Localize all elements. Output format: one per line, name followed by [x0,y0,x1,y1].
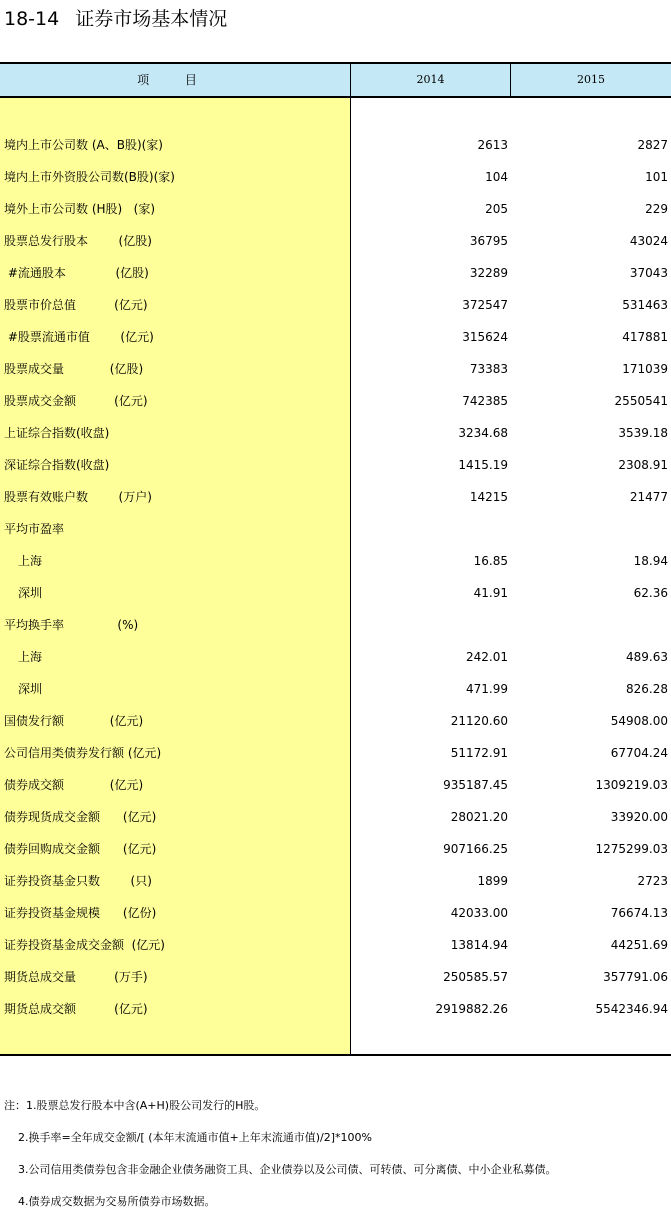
value-2015: 62.36 [633,586,668,600]
value-2015: 2827 [637,138,668,152]
value-2014: 51172.91 [450,746,508,760]
page-title [4,6,227,32]
value-2015: 43024 [629,234,668,248]
header-year-2015: 2015 [577,73,605,86]
row-label: 债券回购成交金额 (亿元) [4,842,157,856]
row-label: 股票有效账户数 (万户) [4,490,152,504]
value-2014: 13814.94 [450,938,508,952]
value-2014: 2919882.26 [435,1002,508,1016]
table-row [0,226,671,258]
value-2014: 73383 [469,362,508,376]
value-2015: 33920.00 [610,810,668,824]
row-label: 股票成交金额 (亿元) [4,394,148,408]
row-label: 股票成交量 (亿股) [4,362,144,376]
table-row [0,866,671,898]
note-line: 注：1.股票总发行股本中含(A+H)股公司发行的H股。 [4,1099,266,1112]
bottom-rule [0,1054,671,1056]
table-row [0,482,671,514]
row-label: #股票流通市值 (亿元) [4,330,154,344]
table-row [0,290,671,322]
table-row [0,514,671,546]
row-label: 境内上市公司数 (A、B股)(家) [4,138,163,152]
row-label: 国债发行额 (亿元) [4,714,144,728]
table-row [0,450,671,482]
value-2014: 1415.19 [458,458,508,472]
value-2015: 229 [645,202,668,216]
row-label: 期货总成交额 (亿元) [4,1002,148,1016]
table-row [0,386,671,418]
value-2014: 372547 [462,298,508,312]
row-label: 公司信用类债券发行额 (亿元) [4,746,162,760]
header-item: 项 目 [137,73,213,87]
value-2014: 36795 [469,234,508,248]
row-label: 境内上市外资股公司数(B股)(家) [4,170,175,184]
value-2014: 242.01 [466,650,508,664]
value-2014: 315624 [462,330,508,344]
table-row [0,194,671,226]
row-label: 平均市盈率 [4,522,65,536]
value-2015: 3539.18 [618,426,668,440]
table-row [0,770,671,802]
value-2015: 54908.00 [610,714,668,728]
table-row [0,834,671,866]
value-2015: 1309219.03 [595,778,668,792]
table-row [0,994,671,1026]
value-2014: 1899 [477,874,508,888]
value-2015: 171039 [622,362,668,376]
note-line: 4.债券成交数据为交易所债券市场数据。 [4,1195,216,1208]
row-label: 上证综合指数(收盘) [4,426,110,440]
table-row [0,610,671,642]
value-2015: 826.28 [626,682,668,696]
table-row [0,578,671,610]
table-row [0,962,671,994]
value-2015: 2550541 [614,394,668,408]
row-label: 上海 [18,650,43,664]
value-2014: 41.91 [473,586,508,600]
value-2015: 101 [645,170,668,184]
value-2014: 28021.20 [450,810,508,824]
note-line: 3.公司信用类债券包含非金融企业债务融资工具、企业债券以及公司债、可转债、可分离债、中小企业私募债。 [4,1163,557,1176]
value-2015: 489.63 [626,650,668,664]
row-label: 深证综合指数(收盘) [4,458,110,472]
value-2015: 1275299.03 [595,842,668,856]
row-label: 证券投资基金规模 (亿份) [4,906,157,920]
table-row [0,642,671,674]
value-2014: 742385 [462,394,508,408]
value-2015: 357791.06 [603,970,668,984]
value-2015: 417881 [622,330,668,344]
value-2014: 2613 [477,138,508,152]
value-2014: 104 [485,170,508,184]
table-row [0,738,671,770]
value-2015: 18.94 [633,554,668,568]
value-2015: 2308.91 [618,458,668,472]
row-label: 股票市价总值 (亿元) [4,298,148,312]
table-row [0,354,671,386]
value-2014: 16.85 [473,554,508,568]
row-label: 债券成交额 (亿元) [4,778,144,792]
row-label: 深圳 [18,586,43,600]
row-label: 平均换手率 (%) [4,618,139,632]
table-row [0,930,671,962]
value-2014: 21120.60 [450,714,508,728]
table-row [0,130,671,162]
value-2015: 44251.69 [610,938,668,952]
table-row [0,706,671,738]
value-2015: 76674.13 [610,906,668,920]
value-2014: 3234.68 [458,426,508,440]
row-label: 上海 [18,554,43,568]
row-label: 证券投资基金只数 (只) [4,874,152,888]
header-year-2014: 2014 [416,73,445,86]
table-row [0,546,671,578]
row-label: 债券现货成交金额 (亿元) [4,810,157,824]
value-2014: 471.99 [466,682,508,696]
table-title: 证券市场基本情况 [75,8,228,30]
value-2014: 32289 [469,266,508,280]
table-row [0,674,671,706]
row-label: 股票总发行股本 (亿股) [4,234,152,248]
table-row [0,898,671,930]
table-row [0,418,671,450]
table-row [0,162,671,194]
value-2015: 531463 [622,298,668,312]
table-row [0,322,671,354]
header-rule [0,96,671,98]
row-label: 境外上市公司数 (H股) (家) [4,202,156,216]
value-2015: 5542346.94 [595,1002,668,1016]
value-2014: 205 [485,202,508,216]
value-2014: 250585.57 [443,970,508,984]
table-number: 18-14 [4,8,60,30]
row-label: 期货总成交量 (万手) [4,970,148,984]
value-2015: 2723 [637,874,668,888]
value-2014: 907166.25 [443,842,508,856]
value-2014: 935187.45 [443,778,508,792]
value-2015: 67704.24 [610,746,668,760]
value-2014: 42033.00 [450,906,508,920]
row-label: #流通股本 (亿股) [4,266,149,280]
note-line: 2.换手率=全年成交金额/[ (本年末流通市值+上年末流通市值)/2]*100% [4,1131,372,1144]
row-label: 证券投资基金成交金额 (亿元) [4,938,165,952]
value-2015: 21477 [629,490,668,504]
table-row [0,258,671,290]
value-2015: 37043 [629,266,668,280]
row-label: 深圳 [18,682,43,696]
table-row [0,802,671,834]
statistics-table [0,62,671,1056]
value-2014: 14215 [469,490,508,504]
